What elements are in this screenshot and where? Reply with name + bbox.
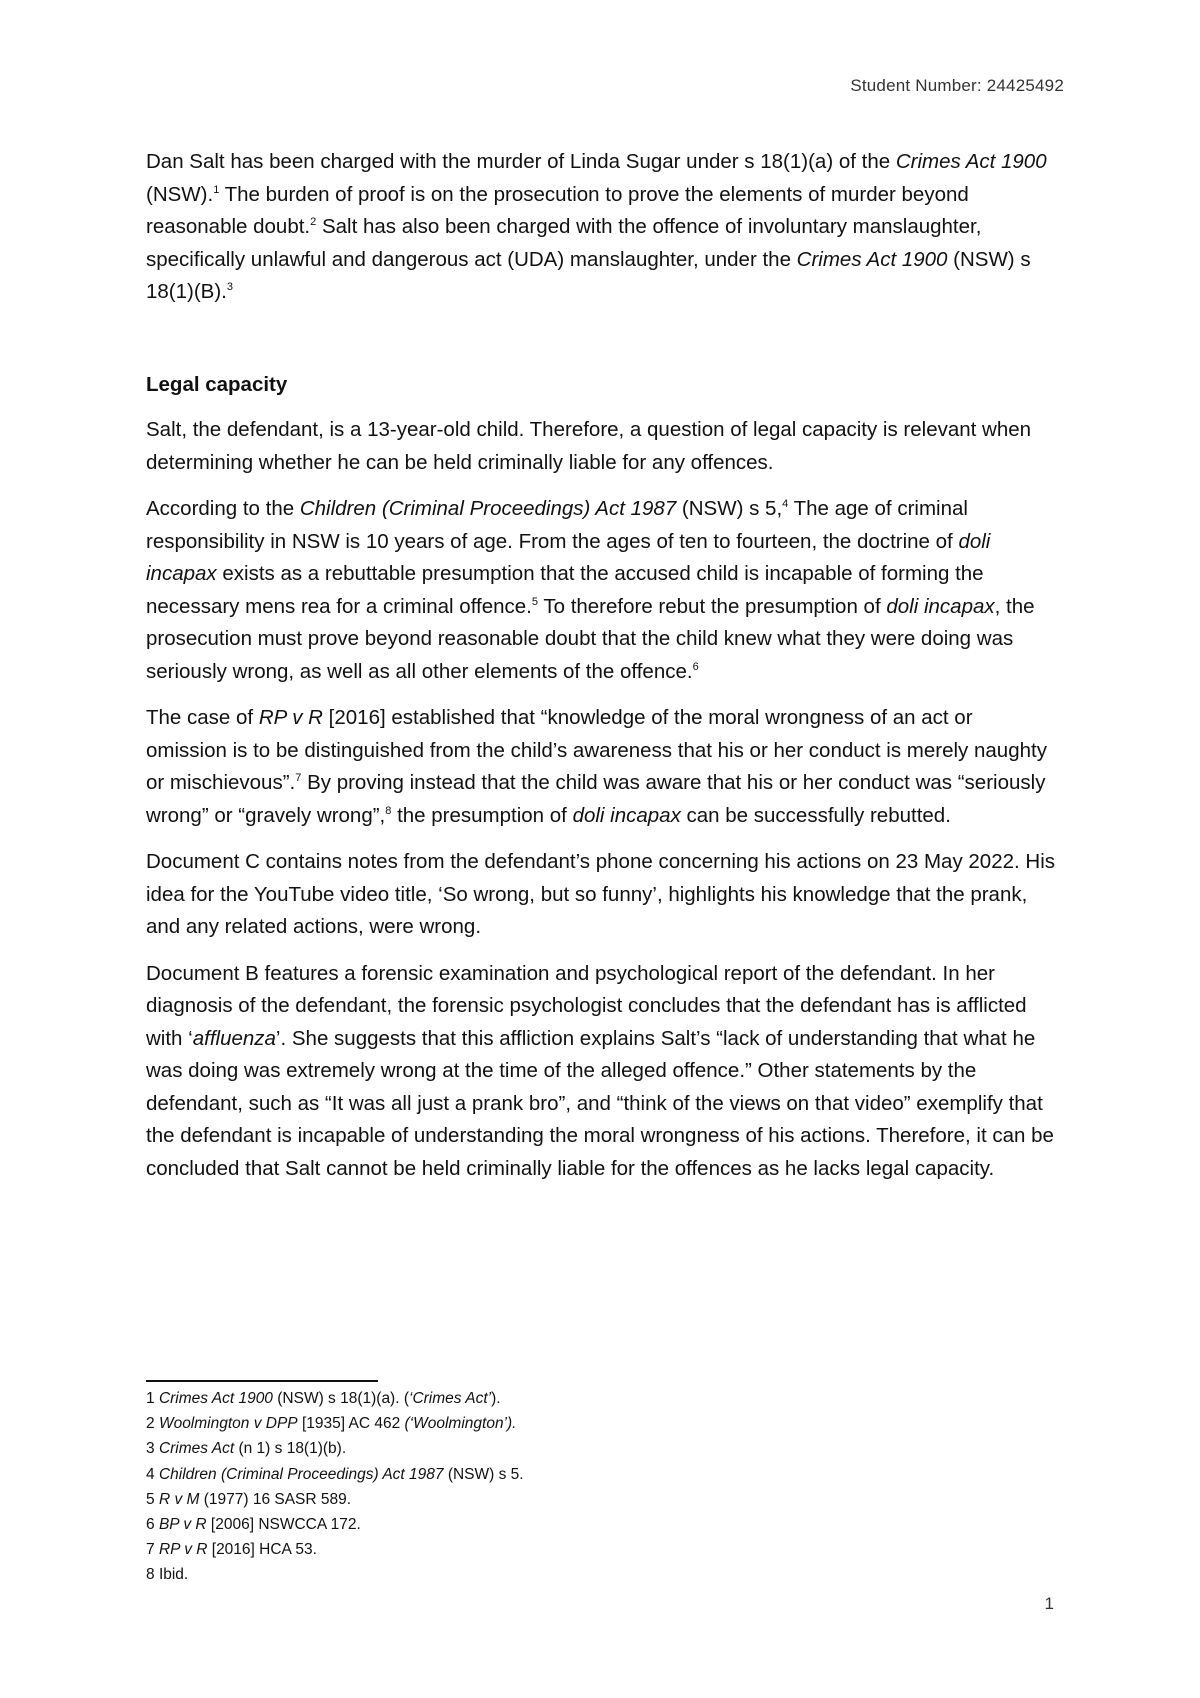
footnote-ref: 8 xyxy=(385,804,392,817)
footnote-6 xyxy=(146,1512,524,1537)
italic-run: affluenza xyxy=(192,1026,276,1050)
text-run: To therefore rebut the presumption of xyxy=(538,594,887,618)
footnote-3 xyxy=(146,1436,524,1461)
italic-run: Children (Criminal Proceedings) Act 1987 xyxy=(158,1465,444,1483)
text-run: The burden of proof is on the prosecution to prove the elements of murder beyond reasonable doubt. xyxy=(146,182,969,238)
paragraph-document-b xyxy=(146,958,1058,1186)
footnote-number: 4 xyxy=(146,1465,159,1483)
section-heading: Legal capacity xyxy=(146,372,288,396)
footnote-number: 6 xyxy=(146,1516,159,1534)
text-run: (NSW). xyxy=(146,182,214,206)
text-run: [2016] HCA 53. xyxy=(207,1541,317,1559)
text-run: (NSW) s 18(1)(B). xyxy=(146,247,1031,303)
text-run: [2006] NSWCCA 172. xyxy=(206,1516,361,1534)
italic-run: BP v R xyxy=(158,1516,207,1534)
italic-run: Children (Criminal Proceedings) Act 1987 xyxy=(299,497,677,520)
text-run: According to the xyxy=(146,497,300,520)
text-run: , the prosecution must prove beyond reasonable doubt that the child knew what they were doing was seriously wrong, as well as all other elements of the offence. xyxy=(146,594,1035,683)
text-run: Document B features a forensic examination and psychological report of the defendant. In her diagnosis of the defendant, the forensic psychologist concludes that the defendant has is afflicted with ‘ xyxy=(146,961,1027,1050)
footnote-number: 7 xyxy=(146,1541,159,1559)
footnote-number: 3 xyxy=(146,1440,159,1458)
document-body xyxy=(146,146,1058,1199)
page-number: 1 xyxy=(1044,1594,1054,1613)
text-run: By proving instead that the child was aware that his or her conduct was “seriously wrong” or “gravely wrong”, xyxy=(146,771,1046,827)
footnote-ref: 2 xyxy=(310,216,317,229)
footnote-8 xyxy=(146,1562,524,1587)
text-run: Salt has also been charged with the offence of involuntary manslaughter, specifically unlawful and dangerous act (UDA) manslaughter, under the xyxy=(146,215,982,271)
text-run: Ibid. xyxy=(158,1566,189,1584)
intro-paragraph xyxy=(146,146,1058,309)
footnote-separator xyxy=(146,1380,378,1382)
italic-run: doli incapax xyxy=(572,803,681,827)
text-run: The age of criminal responsibility in NSW is 10 years of age. From the ages of ten to fourteen, the doctrine of xyxy=(146,497,968,553)
paragraph-document-c: Document C contains notes from the defendant’s phone concerning his actions on 23 May 2022. His idea for the YouTube video title, ‘So wrong, but so funny’, highlights his knowledge that the prank, and any related actions, were wrong. xyxy=(146,850,1055,938)
text-run: (NSW) s 18(1)(a). ( xyxy=(272,1390,409,1407)
text-run: [2016] established that “knowledge of the moral wrongness of an act or omission is to be distinguished from the child’s awareness that his or her conduct is merely naughty or mischievous”. xyxy=(146,706,1047,794)
footnote-7 xyxy=(146,1537,524,1562)
text-run: The case of xyxy=(146,706,259,729)
text-run: (NSW) s 5, xyxy=(676,497,783,520)
student-number-header: Student Number: 24425492 xyxy=(850,76,1064,95)
footnote-number: 8 xyxy=(146,1566,159,1584)
footnote-number: 2 xyxy=(146,1415,159,1433)
italic-run: Crimes Act xyxy=(158,1440,235,1458)
italic-run: Woolmington v DPP xyxy=(158,1415,298,1433)
italic-run: RP v R xyxy=(158,1541,208,1559)
text-run: (1977) 16 SASR 589. xyxy=(199,1490,352,1508)
footnote-ref: 5 xyxy=(531,595,539,608)
paragraph-doli-incapax xyxy=(146,493,1058,688)
text-run: Dan Salt has been charged with the murder of Linda Sugar under s 18(1)(a) of the xyxy=(146,150,896,173)
text-run: ). xyxy=(491,1390,501,1407)
footnote-4 xyxy=(146,1462,524,1487)
footnote-2 xyxy=(146,1411,524,1436)
footnote-5 xyxy=(146,1487,524,1512)
text-run: exists as a rebuttable presumption that the accused child is incapable of forming the necessary mens rea for a criminal offence. xyxy=(146,562,984,618)
italic-run: R v M xyxy=(158,1490,200,1508)
text-run: ’. She suggests that this affliction explains Salt’s “lack of understanding that what he was doing was extremely wrong at the time of the alleged offence.” Other statements by the defendant, such as “It was all just a prank bro”, and “think of the views on that video” exemplify that the defendant is incapable of understanding the moral wrongness of his actions. Therefore, it can be concluded that Salt cannot be held criminally liable for the offences as he lacks legal capacity. xyxy=(146,1026,1054,1180)
text-run: (n 1) s 18(1)(b). xyxy=(234,1440,347,1458)
paragraph-legal-capacity: Salt, the defendant, is a 13-year-old child. Therefore, a question of legal capacity is relevant when determining whether he can be held criminally liable for any offences. xyxy=(146,418,1032,474)
footnote-ref: 4 xyxy=(782,498,789,511)
footnote-ref: 3 xyxy=(226,281,234,294)
footnote-number: 1 xyxy=(146,1390,159,1407)
italic-run: Crimes Act 1900 xyxy=(158,1390,273,1407)
text-run: the presumption of xyxy=(391,803,573,827)
italic-run: doli incapax xyxy=(886,594,995,618)
text-run: (NSW) s 5. xyxy=(443,1465,524,1483)
paragraph-rp-v-r xyxy=(146,702,1058,832)
italic-run: Crimes Act 1900 xyxy=(895,150,1047,173)
footnotes xyxy=(146,1386,524,1588)
footnote-ref: 7 xyxy=(295,772,302,785)
italic-run: Crimes Act 1900 xyxy=(796,247,948,271)
italic-run: doli incapax xyxy=(146,529,991,585)
italic-run: ‘Crimes Act’ xyxy=(409,1390,492,1407)
footnote-1 xyxy=(146,1386,524,1411)
italic-run: (‘Woolmington’). xyxy=(404,1415,517,1433)
footnote-ref: 1 xyxy=(213,183,220,196)
text-run: [1935] AC 462 xyxy=(297,1415,405,1433)
italic-run: RP v R xyxy=(258,706,323,729)
footnote-number: 5 xyxy=(146,1490,159,1508)
text-run: can be successfully rebutted. xyxy=(680,803,951,827)
footnote-ref: 6 xyxy=(692,660,699,673)
